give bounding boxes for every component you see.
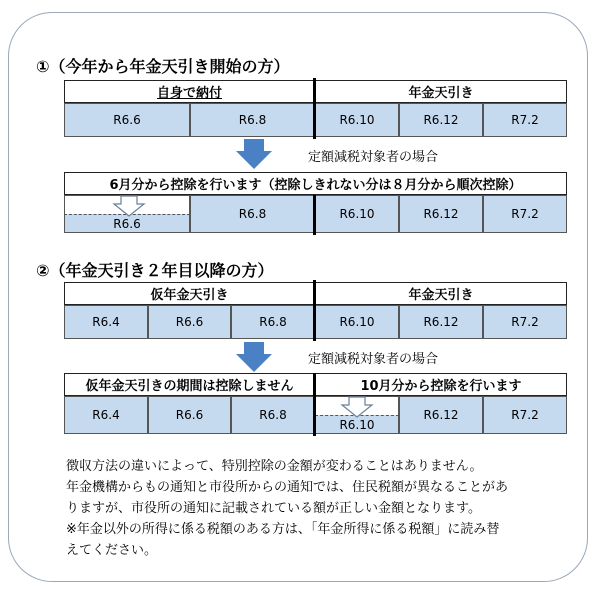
section1-cell-r6-6: R6.6 [64,103,190,137]
section2-bottom-divider [313,373,316,436]
note-line-5: えてください。 [66,543,158,558]
section2-title: ②（年金天引き２年目以降の方） [36,261,274,280]
section2-cell-r6-12: R6.12 [399,305,483,339]
section2-bottom-cell-r6-4: R6.4 [64,396,148,434]
section1-bottom-cell-r6-8: R6.8 [190,195,315,233]
section1-cell-r6-10: R6.10 [315,103,399,137]
section2-cell-r6-8: R6.8 [231,305,315,339]
section1-title: ①（今年から年金天引き開始の方） [36,57,290,76]
section1-bottom-cell-r6-10: R6.10 [315,195,399,233]
hollow-down-arrow-icon [340,396,374,418]
section2-bottom-cell-r6-8: R6.8 [231,396,315,434]
section1-bottom-cell-r7-2: R7.2 [483,195,567,233]
section2-arrow-note: 定額減税対象者の場合 [308,352,439,367]
section1-top-divider [313,78,316,139]
note-line-4: ※年金以外の所得に係る税額のある方は、「年金所得に係る税額」に読み替 [66,522,500,537]
section1-header-pension-deduction: 年金天引き [315,80,567,103]
down-arrow-icon [236,342,272,372]
section1-cell-r6-8: R6.8 [190,103,315,137]
hollow-down-arrow-icon [112,195,146,217]
section2-cell-r7-2: R7.2 [483,305,567,339]
section2-header-pension-deduction: 年金天引き [315,282,567,305]
section2-bottom-header-deduction-from-october: 10月分から控除を行います [315,373,567,396]
section1-cell-r6-12: R6.12 [399,103,483,137]
section2-bottom-cell-r6-12: R6.12 [399,396,483,434]
section1-bottom-header: 6月分から控除を行います（控除しきれない分は８月分から順次控除） [64,172,567,195]
section2-cell-r6-10: R6.10 [315,305,399,339]
note-line-2: 年金機構からもの通知と市役所からの通知では、住民税額が異なることがあ [66,480,509,495]
section2-bottom-header-no-deduction: 仮年金天引きの期間は控除しません [64,373,315,396]
section2-header-provisional: 仮年金天引き [64,282,315,305]
section2-cell-r6-4: R6.4 [64,305,148,339]
note-line-3: りますが、市役所の通知に記載されている額が正しい金額となります。 [66,501,481,516]
section1-bottom-divider [313,195,316,235]
section2-top-divider [313,280,316,341]
section2-bottom-cell-r7-2: R7.2 [483,396,567,434]
note-line-1: 徴収方法の違いによって、特別控除の金額が変わることはありません。 [66,459,483,474]
section2-cell-r6-6: R6.6 [148,305,231,339]
section2-bottom-cell-r6-6: R6.6 [148,396,231,434]
down-arrow-icon [236,139,272,169]
section1-bottom-cell-r6-12: R6.12 [399,195,483,233]
section2-cell-r6-10-deduct: R6.10 [315,415,399,434]
section1-arrow-note: 定額減税対象者の場合 [308,150,439,165]
section1-cell-r7-2: R7.2 [483,103,567,137]
section1-cell-r6-6-deduct: R6.6 [64,214,190,233]
section1-header-self-pay: 自身で納付 [64,80,315,103]
